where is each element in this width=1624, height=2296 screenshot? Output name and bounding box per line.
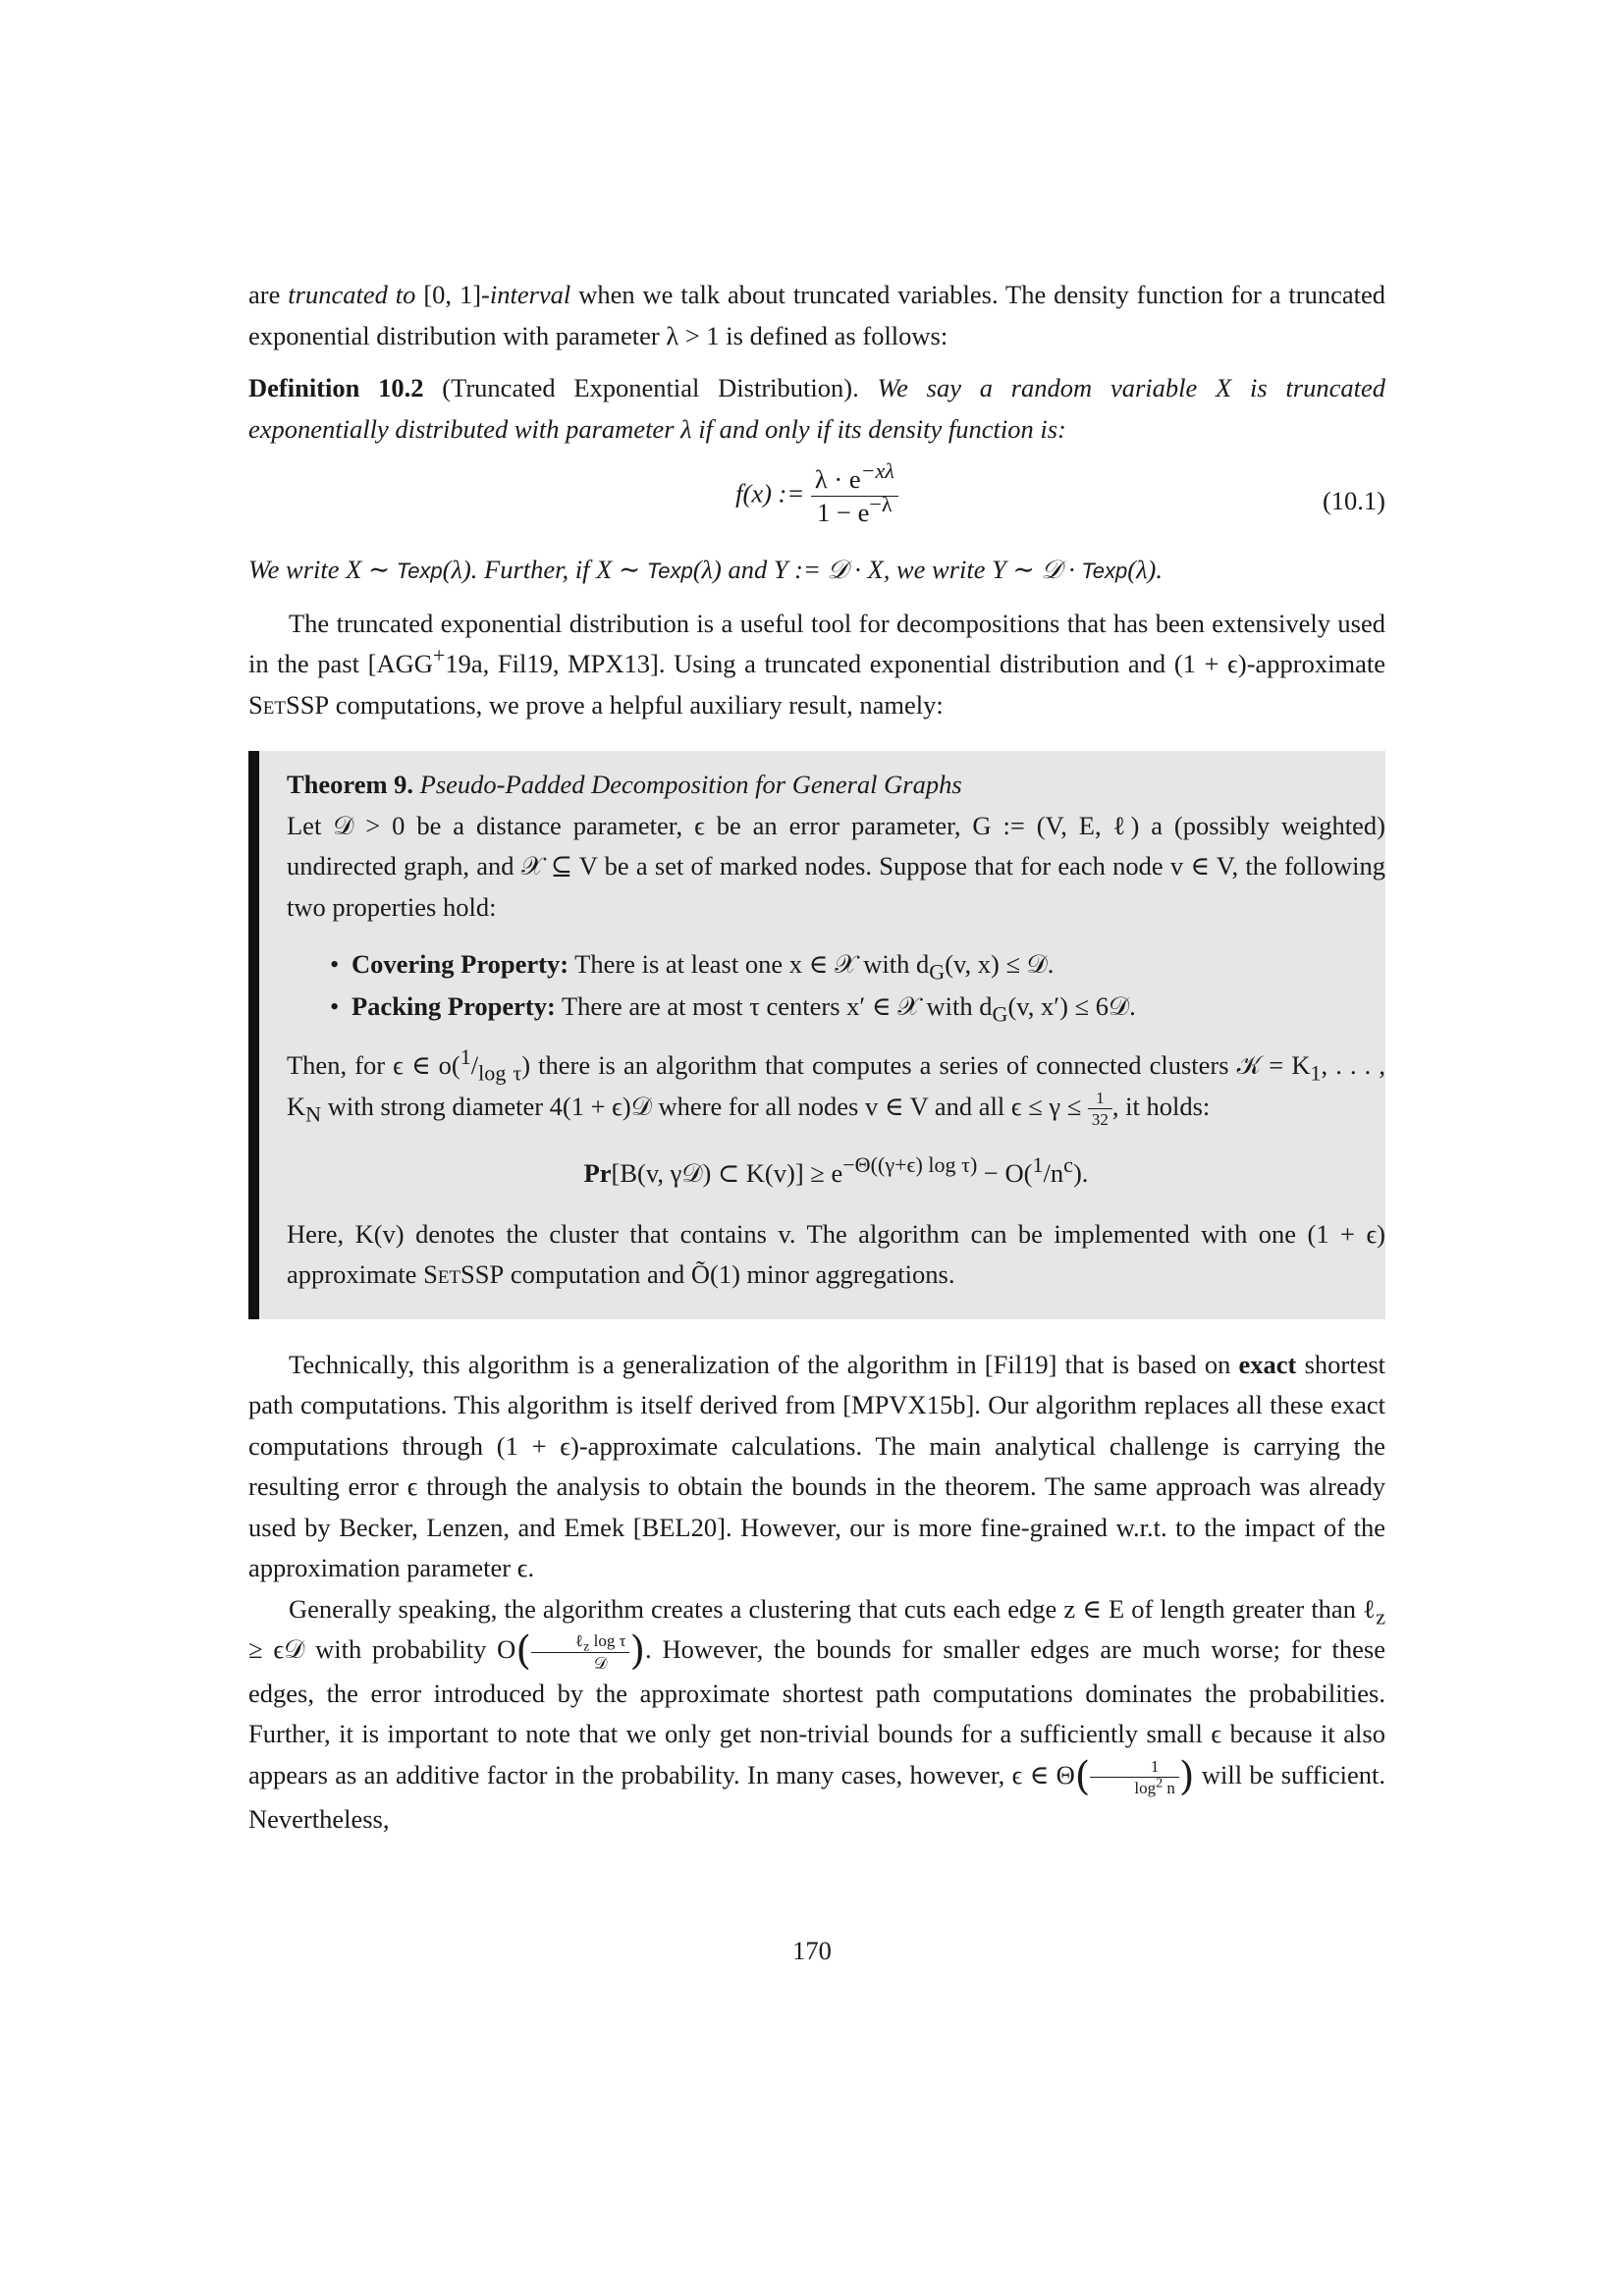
paragraph-technically: Technically, this algorithm is a generalization of the algorithm in [Fil19] that is based on exact shortest path computations. This algorithm is itself derived from [MPVX15b]. Our algorithm replaces all these exact computations through (1 + ϵ)-approximate calculations. The main analytical challenge is carrying the resulting error ϵ through the analysis to obtain the bounds in the theorem. The same approach was already used by Becker, Lenzen, and Emek [BEL20]. However, our is more fine-grained w.r.t. to the impact of the approximation parameter ϵ. <box>248 1349 1386 1583</box>
theorem-9-box <box>248 751 1385 1319</box>
fraction-1-log2n: $\frac{1}{\log^2 n}$ <box>1090 1756 1179 1799</box>
definition-10-2 <box>248 368 1385 450</box>
theorem-probability-equation: Pr[B(v, γ𝒟) ⊂ $K(v)] \ge e^{-\Theta((\gamma+\epsilon) log \tau)} - O(^1/n^c)$. <box>583 1152 1089 1189</box>
page-body <box>248 275 1385 1840</box>
theorem-title: Pseudo-Padded Decomposition for General Graphs <box>413 770 962 799</box>
fraction-1-32: $\frac{1}{32}$ <box>1088 1088 1112 1131</box>
equation-10-1 <box>248 454 1385 544</box>
packing-property: • Packing Property: There are at most τ centers x′ ∈ 𝒳 with $d_G(v$, x′) ≤ 6𝒟. <box>330 986 1385 1028</box>
notation-sentence: We write X ∼ Texp(λ). Further, if X ∼ Texp(λ) and Y := 𝒟 · X, we write Y ∼ 𝒟 · Texp(λ). <box>248 555 1164 584</box>
equation-fraction: $\frac{\lambda \cdot e^{-x\lambda}}{1 - e^{-\lambda}}$ <box>811 463 898 529</box>
equation-number: (10.1) <box>1322 486 1385 515</box>
covering-property: • Covering Property: There is at least one x ∈ 𝒳 with $d_G(v$, x) ≤ 𝒟. <box>330 943 1385 986</box>
fraction-lz-log-tau: $\frac{\ell_z \log \tau}{\text{𝒟}}$ <box>531 1630 630 1674</box>
page-number: 170 <box>792 1936 832 1965</box>
definition-body: We say a random variable X is truncated exponentially distributed with parameter λ if and only if its density function is: <box>248 373 1385 444</box>
theorem-intro: Let 𝒟 > 0 be a distance parameter, ϵ be an error parameter, G := (V, E, ℓ) a (possibly weighted) undirected graph, and 𝒳 ⊆ V be a set of marked nodes. Suppose that for each node v ∈ V, the following two properties hold: <box>287 810 1385 922</box>
theorem-then: Then, for ϵ ∈ $o(^1/_{log \tau})$ there is an algorithm that computes a series of connected clusters 𝒦 = $K_1$, . . . , $K_N$ with strong diameter 4(1 + ϵ)𝒟 where for all nodes v ∈ V and all ϵ ≤ γ ≤ $\frac{1}{32}$ , it holds: <box>287 1044 1385 1129</box>
theorem-heading <box>287 765 1385 806</box>
definition-name: (Truncated Exponential Distribution). <box>423 373 859 402</box>
theorem-properties <box>287 943 1385 1028</box>
paragraph-generally: Generally speaking, the algorithm creates a clustering that cuts each edge z ∈ E of length greater than ℓ$_z$ ≥ ϵ𝒟 with probability O( $\frac{\ell_z \log \tau}{\text{𝒟}}$ ). However, the bounds for smaller edges are much worse; for these edges, the error introduced by the approximate shortest path computations dominates the probabilities. Further, it is important to note that we only get non-trivial bounds for a sufficiently small ϵ because it also appears as an additive factor in the probability. In many cases, however, ϵ ∈ Θ( $\frac{1}{\log^2 n}$ ) will be sufficient. Nevertheless, <box>248 1593 1385 1834</box>
paragraph-truncated-exp: The truncated exponential distribution is a useful tool for decompositions that has been extensively used in the past [AGG+19a, Fil19, MPX13]. Using a truncated exponential distribution and (1 + ϵ)-approximate SetSSP computations, we prove a helpful auxiliary result, namely: <box>248 608 1385 720</box>
theorem-label: Theorem 9. <box>287 770 414 799</box>
definition-label: Definition 10.2 <box>248 373 424 402</box>
paragraph-intro: are truncated to [0, 1]-interval when we talk about truncated variables. The density function for a truncated exponential distribution with parameter λ > 1 is defined as follows: <box>248 280 1385 350</box>
equation-body: f(x) := $\frac{\lambda \cdot e^{-x\lambda}}{1 - e^{-\lambda}}$ <box>248 463 1385 529</box>
theorem-here: Here, K(v) denotes the cluster that contains v. The algorithm can be implemented with one (1 + ϵ) approximate SetSSP computation and Õ(1) minor aggregations. <box>287 1218 1385 1290</box>
